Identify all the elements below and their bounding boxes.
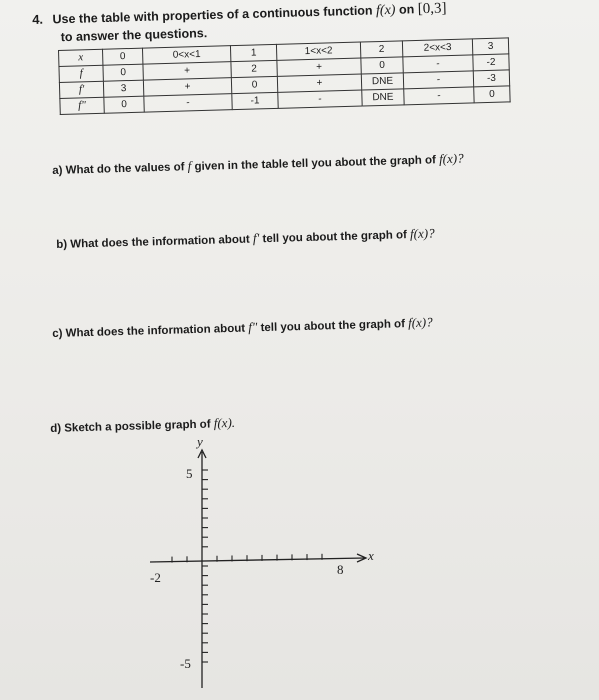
table-cell: -1 (232, 92, 278, 109)
row-head-f-prime: f' (59, 81, 103, 98)
table-cell: 0 (474, 86, 510, 103)
question-b-text: b) What does the information about (56, 233, 250, 251)
row-head-f-double-prime: f" (60, 97, 104, 114)
table-cell: + (143, 78, 231, 96)
table-cell: - (144, 94, 232, 112)
table-cell: 2 (231, 60, 277, 77)
table-cell: 2<x<3 (402, 39, 472, 57)
table-cell: 0 (102, 48, 142, 65)
problem-number: 4. (32, 11, 44, 27)
table-cell: DNE (362, 89, 404, 106)
table-cell: - (278, 90, 362, 108)
table-cell: 0 (361, 57, 403, 74)
problem-function: f(x) (375, 2, 396, 19)
y-axis-ticks (202, 470, 208, 662)
table-cell: 0<x<1 (142, 46, 230, 64)
table-cell: 1<x<2 (276, 42, 360, 60)
table-cell: - (404, 87, 474, 105)
problem-intro-text: Use the table with properties of a continuous function (52, 3, 373, 27)
question-a-fx: f(x)? (438, 150, 464, 167)
question-c-function: f" (248, 319, 258, 335)
table-cell: + (277, 58, 361, 76)
question-c-fx: f(x)? (407, 314, 433, 331)
question-a-function: f (187, 158, 192, 174)
question-d-fx: f(x). (213, 414, 236, 431)
row-head-x: x (59, 49, 103, 66)
question-c-text-2: tell you about the graph of (260, 318, 406, 335)
x-min-label: -2 (150, 570, 161, 585)
table-cell: 1 (230, 44, 276, 61)
table-cell: 0 (104, 96, 144, 113)
table-cell: - (403, 55, 473, 73)
x-axis-label: x (368, 548, 374, 563)
y-axis-label: y (197, 434, 203, 449)
table-cell: 0 (231, 76, 277, 93)
question-c-text: c) What does the information about (52, 322, 246, 340)
table-cell: 3 (103, 80, 143, 97)
problem-on: on (398, 2, 415, 17)
table-cell: 3 (472, 38, 508, 55)
table-cell: + (143, 62, 231, 80)
table-cell: - (403, 71, 473, 89)
row-head-f: f (59, 65, 103, 82)
question-a-text-2: given in the table tell you about the graph of (194, 154, 437, 174)
table-cell: DNE (361, 73, 403, 90)
question-b-text-2: tell you about the graph of (262, 229, 408, 246)
table-cell: -2 (473, 54, 509, 71)
y-min-label: -5 (180, 656, 191, 671)
question-b-fx: f(x)? (409, 225, 435, 242)
table-cell: + (277, 74, 361, 92)
question-d-text: d) Sketch a possible graph of (50, 418, 211, 435)
problem-interval: [0,3] (417, 0, 447, 18)
table-cell: -3 (473, 70, 509, 87)
x-max-label: 8 (337, 562, 344, 577)
table-cell: 0 (103, 64, 143, 81)
problem-intro-line-2: to answer the questions. (60, 26, 208, 45)
x-axis-line (150, 558, 365, 562)
y-max-label: 5 (186, 466, 193, 481)
question-b-function: f' (252, 230, 260, 246)
question-a-text: a) What do the values of (52, 161, 185, 177)
table-cell: 2 (360, 41, 402, 58)
